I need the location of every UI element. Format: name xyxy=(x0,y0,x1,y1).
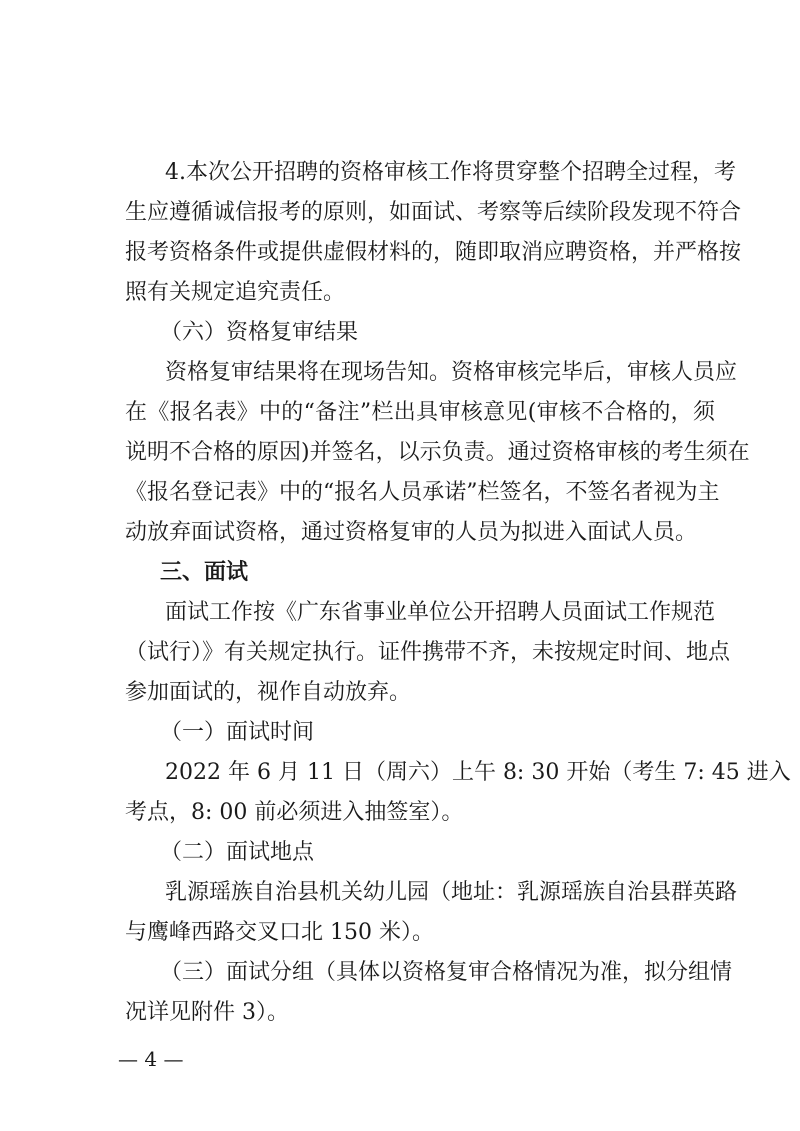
text-line: 《报名登记表》中的“报名人员承诺”栏签名，不签名者视为主 xyxy=(125,480,720,505)
text-line: （三）面试分组（具体以资格复审合格情况为准，拟分组情 xyxy=(160,960,733,985)
section-heading-interview: 三、面试 xyxy=(160,560,249,585)
text-line: 乳源瑶族自治县机关幼儿园（地址：乳源瑶族自治县群英路 xyxy=(165,880,738,905)
page-number: — 4 — xyxy=(118,1047,184,1071)
text-line: 生应遵循诚信报考的原则，如面试、考察等后续阶段发现不符合 xyxy=(125,200,742,225)
text-line: 报考资格条件或提供虚假材料的，随即取消应聘资格，并严格按 xyxy=(125,240,742,265)
text-line: 在《报名表》中的“备注”栏出具审核意见(审核不合格的，须 xyxy=(125,400,715,425)
text-line: 参加面试的，视作自动放弃。 xyxy=(125,680,412,705)
text-line: 4.本次公开招聘的资格审核工作将贯穿整个招聘全过程，考 xyxy=(165,160,736,185)
text-line: 考点，8: 00 前必须进入抽签室）。 xyxy=(125,800,464,825)
text-line: （试行）》有关规定执行。证件携带不齐，未按规定时间、地点 xyxy=(125,640,731,665)
text-line: 动放弃面试资格，通过资格复审的人员为拟进入面试人员。 xyxy=(125,520,698,545)
text-line: 面试工作按《广东省事业单位公开招聘人员面试工作规范 xyxy=(165,600,716,625)
section-heading-review-result: （六）资格复审结果 xyxy=(160,320,359,345)
text-line: 2022 年 6 月 11 日（周六）上午 8: 30 开始（考生 7: 45 进入 xyxy=(165,760,791,785)
text-line: 况详见附件 3）。 xyxy=(125,1000,289,1025)
text-line: 资格复审结果将在现场告知。资格审核完毕后，审核人员应 xyxy=(165,360,738,385)
text-line: 照有关规定追究责任。 xyxy=(125,280,346,305)
text-line: 说明不合格的原因)并签名，以示负责。通过资格审核的考生须在 xyxy=(125,440,750,465)
section-heading-interview-time: （一）面试时间 xyxy=(160,720,315,745)
text-line: 与鹰峰西路交叉口北 150 米）。 xyxy=(125,920,434,945)
section-heading-interview-location: （二）面试地点 xyxy=(160,840,315,865)
